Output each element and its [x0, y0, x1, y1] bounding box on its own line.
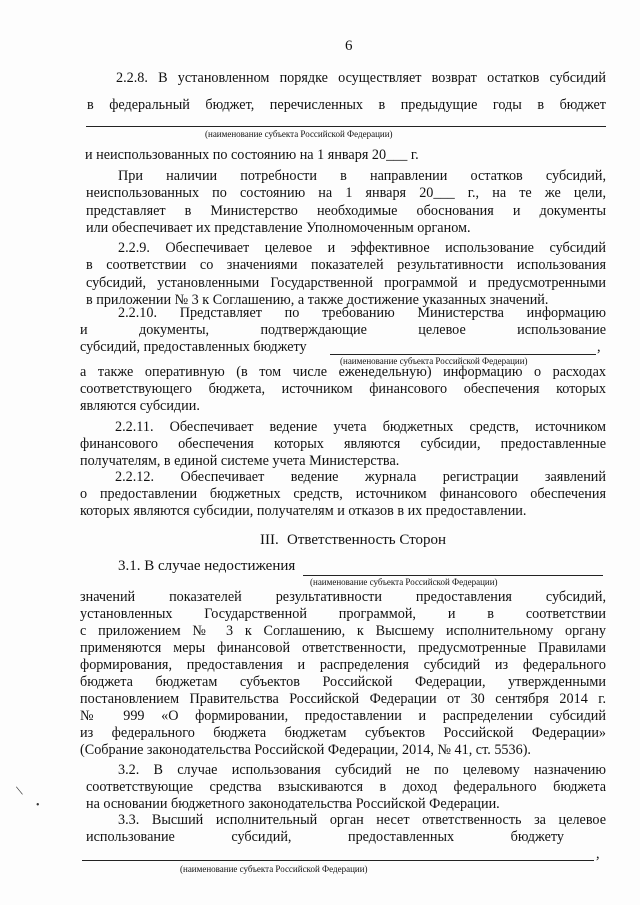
p2210-line3-end: ,: [597, 339, 601, 355]
p229-line1: 2.2.9. Обеспечивает целевое и эффективное использование субсидий: [118, 240, 606, 256]
p2211-line2: финансового обеспечения которых являются субсидии, предоставленные: [80, 436, 606, 452]
p2210-line5: соответствующего бюджета, источником финансового обеспечения которых: [80, 381, 606, 397]
p228-line2: в федеральный бюджет, перечисленных в предыдущие годы в бюджет: [87, 97, 606, 113]
p33-line2-end: ,: [596, 846, 600, 862]
need-line2: неиспользованных по состоянию на 1 января 20___ г., на те же цели,: [86, 185, 606, 201]
need-line4: или обеспечивает их представление Уполномоченным органом.: [86, 220, 471, 236]
p33-blank-line: [82, 860, 594, 861]
p2210-blank-line: [330, 354, 596, 355]
p31-line2: значений показателей результативности предоставления субсидий,: [80, 589, 606, 605]
p31-line4: с приложением № 3 к Соглашению, к Высшему исполнительному органу: [80, 623, 606, 639]
p31-line11: (Собрание законодательства Российской Федерации, 2014, № 41, ст. 5536).: [80, 742, 531, 758]
p229-line4: в приложении № 3 к Соглашению, а также достижение указанных значений.: [86, 292, 549, 308]
p2210-caption: (наименование субъекта Российской Федерации): [340, 356, 528, 366]
p33-caption: (наименование субъекта Российской Федерации): [180, 864, 368, 874]
p2210-line3: субсидий, предоставленных бюджету: [80, 339, 307, 355]
need-line1: При наличии потребности в направлении остатков субсидий,: [118, 168, 606, 184]
p32-line2: соответствующие средства взыскиваются в доход федерального бюджета: [86, 779, 606, 795]
p31-line1: 3.1. В случае недостижения: [118, 558, 296, 574]
margin-mark: \: [15, 783, 25, 800]
p32-line3: на основании бюджетного законодательства Российской Федерации.: [86, 796, 500, 812]
p31-line3: установленных Государственной программой, и в соответствии: [80, 606, 606, 622]
p32-line1: 3.2. В случае использования субсидий не по целевому назначению: [118, 762, 606, 778]
p33-line1: 3.3. Высший исполнительный орган несет ответственность за целевое: [118, 812, 606, 828]
p31-line5: применяются меры финансовой ответственности, предусмотренные Правилами: [80, 640, 606, 656]
p2212-line3: которых являются субсидии, получателям и отказов в их предоставлении.: [80, 503, 527, 519]
p2210-line6: являются субсидии.: [80, 398, 200, 414]
page-number: 6: [345, 38, 353, 54]
p31-line8: постановлением Правительства Российской Федерации от 30 сентября 2014 г.: [80, 691, 606, 707]
p2210-line2: и документы, подтверждающие целевое использование: [80, 322, 606, 338]
p2212-line2: о предоставлении бюджетных средств, источником финансового обеспечения: [80, 486, 606, 502]
p228-caption: (наименование субъекта Российской Федерации): [205, 129, 393, 139]
p31-line7: бюджета бюджетам субъектов Российской Федерации, утвержденными: [80, 674, 606, 690]
p33-line2: использование субсидий, предоставленных бюджету: [86, 829, 564, 845]
p31-line9: № 999 «О формировании, предоставлении и распределении субсидий: [80, 708, 606, 724]
p2212-line1: 2.2.12. Обеспечивает ведение журнала регистрации заявлений: [115, 469, 606, 485]
p229-line2: в соответствии со значениями показателей результативности использования: [86, 257, 606, 273]
p2211-line1: 2.2.11. Обеспечивает ведение учета бюджетных средств, источником: [115, 419, 606, 435]
p31-line6: формирования, предоставления и распределения субсидий из федерального: [80, 657, 606, 673]
p2210-line4: а также оперативную (в том числе еженедельную) информацию о расходах: [80, 364, 606, 380]
section3-title: Ответственность Сторон: [287, 532, 447, 548]
p2210-line1: 2.2.10. Представляет по требованию Министерства информацию: [118, 305, 606, 321]
p229-line3: субсидий, установленными Государственной программой и предусмотренными: [86, 275, 606, 291]
p2211-line3: получателям, в единой системе учета Министерства.: [80, 453, 400, 469]
need-line3: представляет в Министерство необходимые обоснования и документы: [86, 203, 606, 219]
p31-caption: (наименование субъекта Российской Федерации): [310, 577, 498, 587]
p228-line3: и неиспользованных по состоянию на 1 января 20___ г.: [85, 147, 419, 163]
p31-blank-line: [303, 575, 603, 576]
p31-line10: из федерального бюджета бюджетам субъектов Российской Федерации»: [80, 725, 606, 741]
p228-blank-line: [86, 126, 606, 127]
section3-number: III.: [260, 532, 279, 548]
margin-dot: •: [36, 800, 40, 811]
p228-line1: 2.2.8. В установленном порядке осуществляет возврат остатков субсидий: [116, 70, 606, 86]
